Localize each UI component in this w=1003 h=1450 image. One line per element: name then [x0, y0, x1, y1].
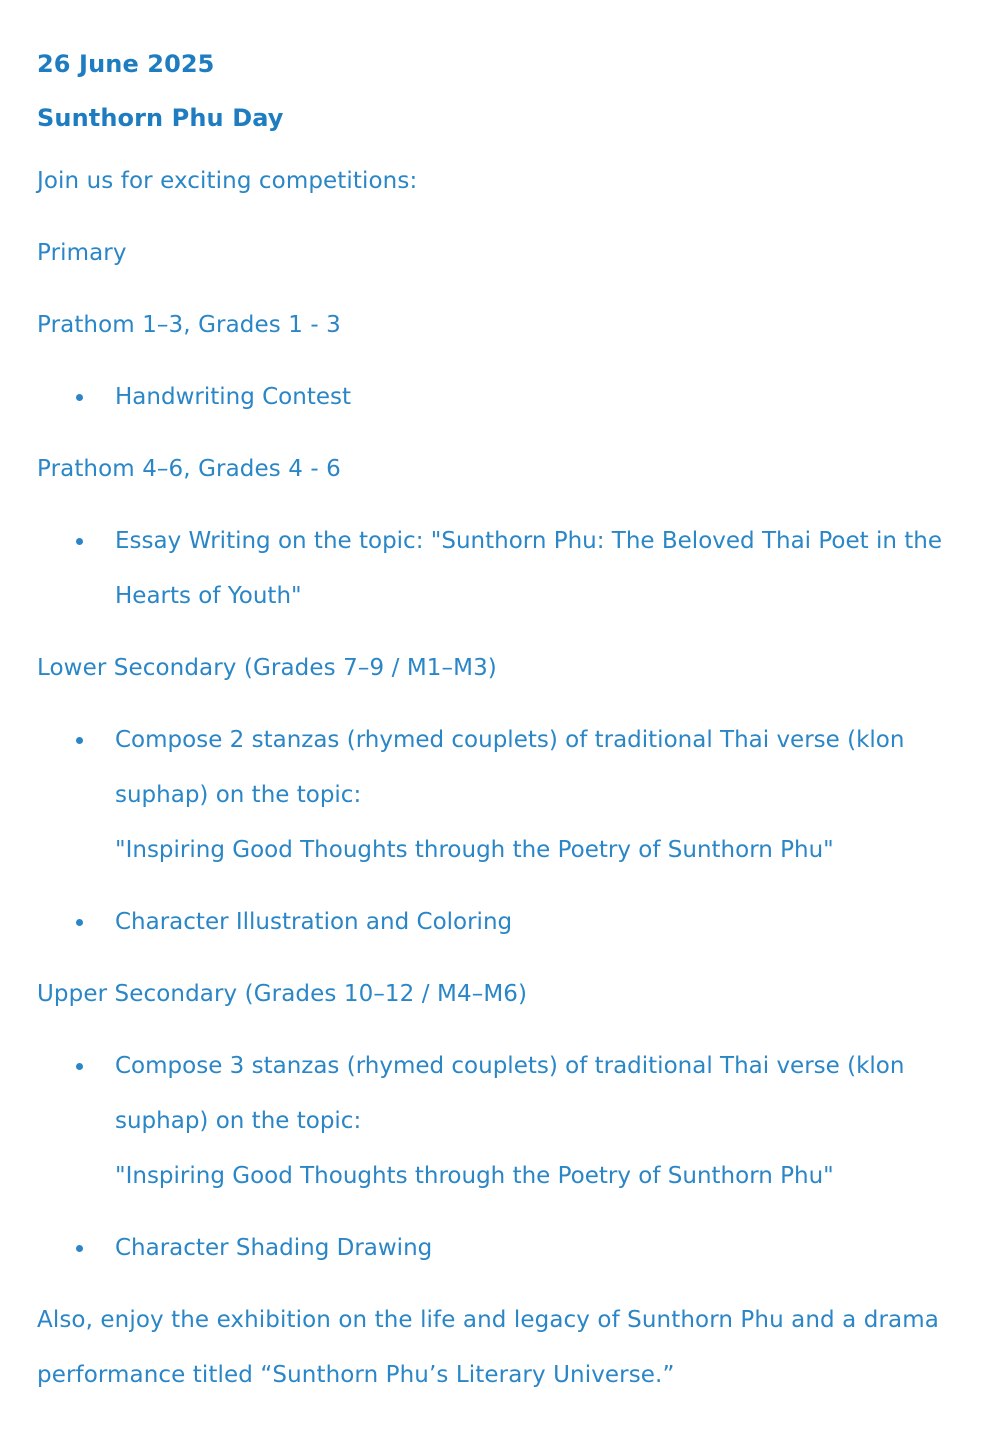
- bullet-icon: [76, 1245, 83, 1252]
- list-item: [37, 895, 973, 950]
- primary-label: Primary: [37, 240, 127, 266]
- list-prathom-1-3: [37, 370, 973, 425]
- list-item-text-line: suphap) on the topic:: [115, 782, 362, 808]
- bullet-icon: [76, 737, 83, 744]
- closing-text-line: performance titled “Sunthorn Phu’s Literary Universe.”: [37, 1362, 675, 1388]
- list-lower-secondary: [37, 713, 973, 950]
- section-label-upper-secondary: Upper Secondary (Grades 10–12 / M4–M6): [37, 981, 528, 1007]
- closing-text: [37, 1293, 973, 1403]
- bullet-icon: [76, 1063, 83, 1070]
- bullet-icon: [76, 919, 83, 926]
- event-title: Sunthorn Phu Day: [37, 104, 284, 132]
- section-label-prathom-1-3: Prathom 1–3, Grades 1 - 3: [37, 312, 341, 338]
- list-item: [37, 514, 973, 624]
- list-item-text-line: Essay Writing on the topic: "Sunthorn Phu: The Beloved Thai Poet in the: [115, 528, 942, 554]
- list-item: [37, 1221, 973, 1276]
- list-item-text-line: "Inspiring Good Thoughts through the Poetry of Sunthorn Phu": [115, 837, 834, 863]
- event-date: 26 June 2025: [37, 50, 215, 78]
- list-item: [37, 370, 973, 425]
- list-item-text-line: Character Shading Drawing: [115, 1235, 433, 1261]
- bullet-icon: [76, 538, 83, 545]
- list-item-text-line: suphap) on the topic:: [115, 1108, 362, 1134]
- list-item-text-line: Compose 2 stanzas (rhymed couplets) of traditional Thai verse (klon: [115, 727, 905, 753]
- bullet-icon: [76, 394, 83, 401]
- list-item-text-line: Character Illustration and Coloring: [115, 909, 513, 935]
- list-item-text-line: Hearts of Youth": [115, 583, 302, 609]
- list-prathom-4-6: [37, 514, 973, 624]
- intro-text: Join us for exciting competitions:: [37, 168, 418, 194]
- closing-text-line: Also, enjoy the exhibition on the life and legacy of Sunthorn Phu and a drama: [37, 1307, 939, 1333]
- section-label-prathom-4-6: Prathom 4–6, Grades 4 - 6: [37, 456, 341, 482]
- list-item-text: Handwriting Contest: [115, 384, 351, 410]
- list-item-text-line: "Inspiring Good Thoughts through the Poetry of Sunthorn Phu": [115, 1163, 834, 1189]
- list-item: [37, 713, 973, 878]
- section-label-lower-secondary: Lower Secondary (Grades 7–9 / M1–M3): [37, 655, 497, 681]
- list-upper-secondary: [37, 1039, 973, 1276]
- list-item-text-line: Compose 3 stanzas (rhymed couplets) of traditional Thai verse (klon: [115, 1053, 905, 1079]
- list-item: [37, 1039, 973, 1204]
